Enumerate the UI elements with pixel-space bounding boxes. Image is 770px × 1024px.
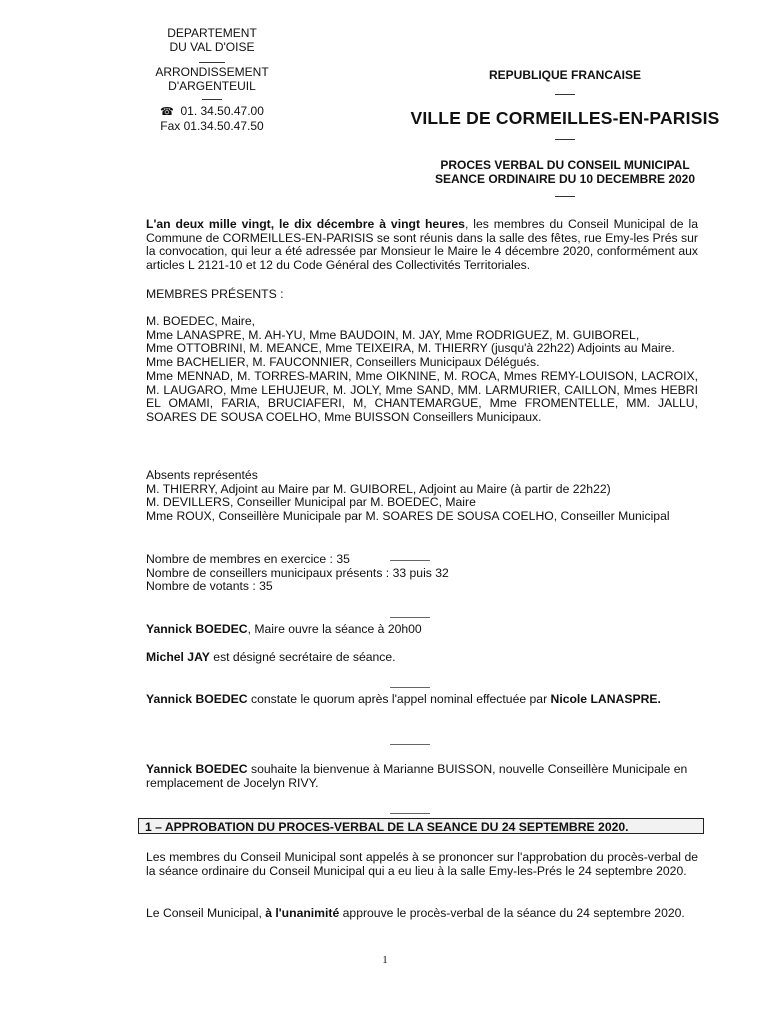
phone-line bbox=[132, 104, 292, 119]
intro-paragraph bbox=[146, 218, 698, 273]
department-line-2: DU VAL D'OISE bbox=[169, 40, 255, 54]
welcome-name: Yannick BOEDEC bbox=[146, 762, 248, 776]
separator bbox=[380, 732, 440, 750]
members-adjoints-line-2: Mme OTTOBRINI, M. MEANCE, Mme TEIXEIRA, M. THIERRY (jusqu'à 22h22) Adjoints au Maire. bbox=[146, 341, 675, 356]
welcome-text: souhaite la bienvenue à Marianne BUISSON, nouvelle Conseillère Municipale en remplacement de Jocelyn RIVY. bbox=[146, 762, 688, 790]
secretary-text: est désigné secrétaire de séance. bbox=[209, 650, 396, 664]
opening-line bbox=[146, 623, 698, 637]
secretary-name: Michel JAY bbox=[146, 650, 210, 664]
page-number: 1 bbox=[382, 954, 388, 966]
opening-name: Yannick BOEDEC bbox=[146, 622, 248, 636]
republic-label: REPUBLIQUE FRANCAISE bbox=[488, 68, 641, 82]
intro-date: L'an deux mille vingt, le dix décembre à vingt heures bbox=[146, 217, 465, 231]
phone-number: 01. 34.50.47.00 bbox=[180, 104, 264, 118]
divider bbox=[555, 139, 575, 140]
members-adjoints-line-1: Mme LANASPRE, M. AH-YU, Mme BAUDOIN, M. JAY, Mme RODRIGUEZ, M. GUIBOREL, bbox=[146, 327, 640, 342]
separator bbox=[380, 605, 440, 623]
pv-title-line-1: PROCES VERBAL DU CONSEIL MUNICIPAL bbox=[440, 158, 690, 172]
arrondissement-line-1: ARRONDISSEMENT bbox=[155, 65, 269, 79]
quorum-name-2: Nicole LANASPRE. bbox=[550, 692, 661, 706]
department-block bbox=[132, 26, 292, 133]
town-title: VILLE DE CORMEILLES-EN-PARISIS bbox=[410, 108, 720, 128]
divider-wrap bbox=[390, 139, 740, 140]
opening-text: , Maire ouvre la séance à 20h00 bbox=[247, 622, 422, 636]
counts-block bbox=[146, 553, 698, 594]
secretary-line bbox=[146, 651, 698, 665]
separator bbox=[380, 675, 440, 693]
members-delegates: Mme BACHELIER, M. FAUCONNIER, Conseillers Municipaux Délégués. bbox=[146, 355, 540, 370]
section-1-paragraph-2 bbox=[146, 907, 698, 921]
department-line-1: DEPARTEMENT bbox=[167, 26, 257, 40]
absent-line-3: Mme ROUX, Conseillère Municipale par M. SOARES DE SOUSA COELHO, Conseiller Municipal bbox=[146, 509, 670, 524]
members-list bbox=[146, 315, 698, 425]
intro-text: , les membres du Conseil Municipal de la Commune de CORMEILLES-EN-PARISIS se sont réunis dans la salle des fêtes, rue Emy-les Prés sur la convocation, qui leur a été adressée par Monsieur le Maire le 4 décembre 2020, conformément aux articles L 2121-10 et 12 du Code Général des Collectivités Territoriales. bbox=[146, 217, 699, 273]
title-block bbox=[390, 68, 740, 95]
members-heading: MEMBRES PRÉSENTS : bbox=[146, 287, 284, 301]
fax-line: Fax 01.34.50.47.50 bbox=[160, 119, 264, 133]
telephone-icon: ☎ bbox=[160, 106, 174, 118]
para2-start: Le Conseil Municipal, bbox=[146, 906, 266, 920]
quorum-line bbox=[146, 693, 698, 707]
divider bbox=[199, 62, 225, 63]
divider bbox=[555, 94, 575, 95]
absents-heading: Absents représentés bbox=[146, 468, 258, 482]
arrondissement-line-2: D'ARGENTEUIL bbox=[168, 79, 256, 93]
separator bbox=[380, 801, 440, 819]
para2-end: approuve le procès-verbal de la séance du 24 septembre 2020. bbox=[339, 906, 685, 920]
section-1-heading: 1 – APPROBATION DU PROCES-VERBAL DE LA SEANCE DU 24 SEPTEMBRE 2020. bbox=[138, 818, 704, 834]
pv-title-line-2: SEANCE ORDINAIRE DU 10 DECEMBRE 2020 bbox=[434, 172, 696, 186]
welcome-paragraph bbox=[146, 763, 698, 790]
absent-line-2: M. DEVILLERS, Conseiller Municipal par M. BOEDEC, Maire bbox=[146, 495, 476, 510]
divider bbox=[555, 196, 575, 197]
absents-block bbox=[146, 469, 698, 524]
section-1-paragraph-1: Les membres du Conseil Municipal sont appelés à se prononcer sur l'approbation du procès-verbal de la séance ordinaire du Conseil Municipal qui a eu lieu à la salle Emy-les-Prés le 24 septembre 2020. bbox=[146, 850, 698, 878]
pv-title bbox=[390, 158, 740, 197]
absent-line-1: M. THIERRY, Adjoint au Maire par M. GUIBOREL, Adjoint au Maire (à partir de 22h22) bbox=[146, 481, 611, 496]
count-voters: Nombre de votants : 35 bbox=[146, 579, 273, 594]
count-present: Nombre de conseillers municipaux présents : 33 puis 32 bbox=[146, 565, 449, 580]
divider bbox=[202, 99, 222, 100]
count-exercise: Nombre de membres en exercice : 35 bbox=[146, 552, 350, 566]
unanimity: à l'unanimité bbox=[265, 906, 340, 920]
quorum-text: constate le quorum après l'appel nominal effectuée par bbox=[247, 692, 551, 706]
quorum-name: Yannick BOEDEC bbox=[146, 692, 248, 706]
members-mayor: M. BOEDEC, Maire, bbox=[146, 314, 256, 328]
members-councillors: Mme MENNAD, M. TORRES-MARIN, Mme OIKNINE, M. ROCA, Mmes REMY-LOUISON, LACROIX, M. LAUGARO, Mme LEHUJEUR, M. JOLY, Mme SAND, MM. LARMURIER, CAILLON, Mmes HEBRI EL OMAMI, FARIA, BRUCIAFERI, M, CHANTEMARGUE, Mme FROMENTELLE, MM. JALLU, SOARES DE SOUSA COELHO, Mme BUISSON Conseillers Municipaux. bbox=[146, 368, 698, 424]
